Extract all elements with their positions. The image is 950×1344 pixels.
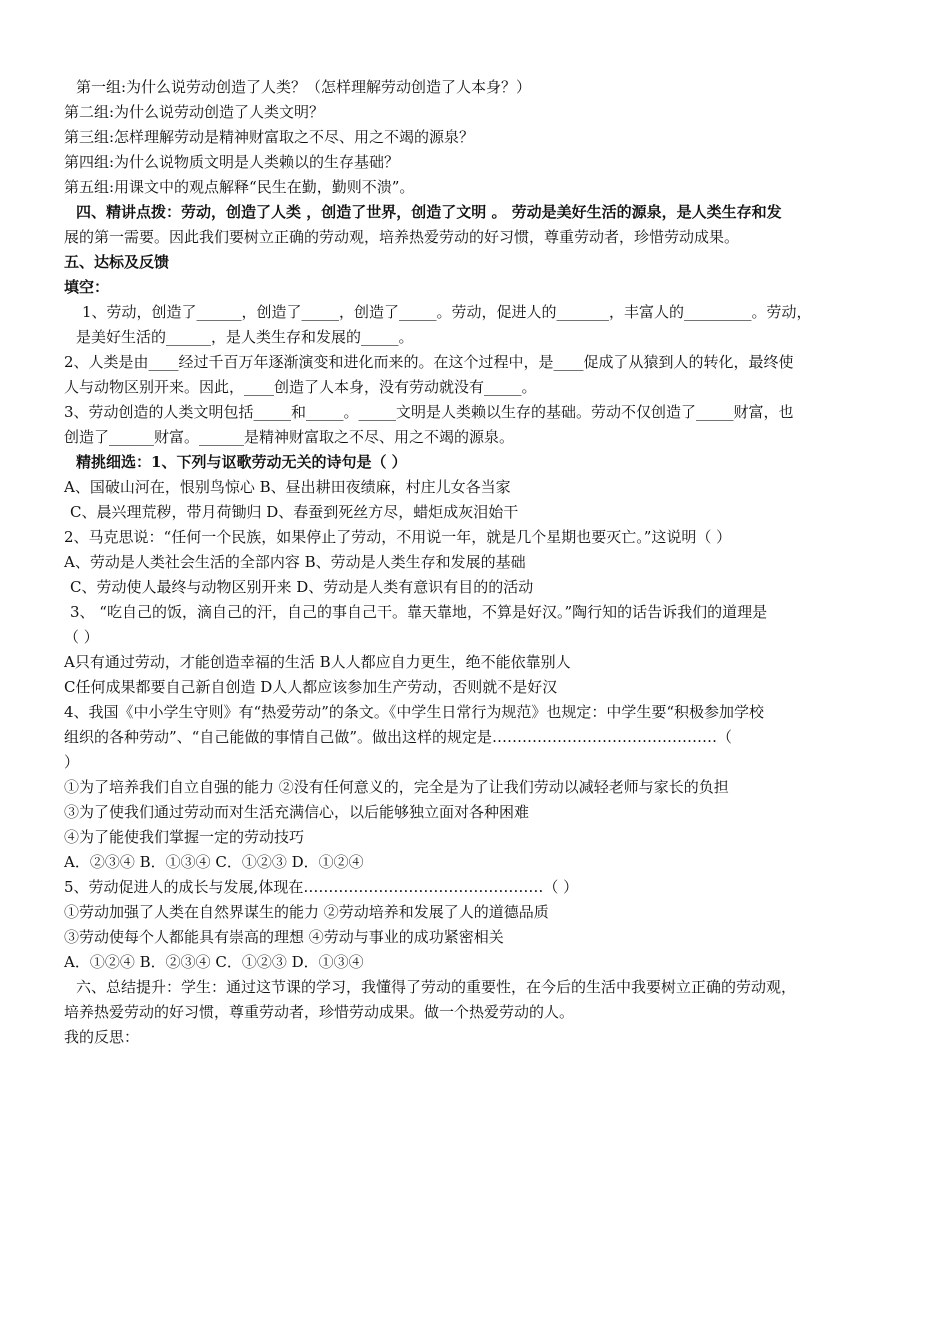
choice-q5-options: A．①②④ B．②③④ C．①②③ D．①③④ [64,953,364,971]
choice-q5: 5、劳动促进人的成长与发展,体现在…………………………………………（ ） [64,878,579,896]
fill-blank-1-line-1: 1、劳动，创造了______，创造了_____，创造了_____。劳动，促进人的_______，丰富人的_________。劳动， [82,303,812,321]
fill-blank-3-line-1: 3、劳动创造的人类文明包括_____和_____。_____文明是人类赖以生存的基础。劳动不仅创造了_____财富，也 [64,403,794,421]
choice-q2-options-cd: C、劳动使人最终与动物区别开来 D、劳动是人类有意识有目的的活动 [70,578,534,596]
choice-q2: 2、马克思说：“任何一个民族，如果停止了劳动，不用说一年，就是几个星期也要灭亡。”这说明（ ） [64,528,732,546]
choice-q4-statement-3: ③为了使我们通过劳动而对生活充满信心，以后能够独立面对各种困难 [64,803,530,821]
choice-q1-options-ab: A、国破山河在，恨别鸟惊心 B、昼出耕田夜绩麻，村庄儿女各当家 [64,478,511,496]
choice-q4-line-3: ） [64,753,80,771]
fill-blank-3-line-2: 创造了______财富。______是精神财富取之不尽、用之不竭的源泉。 [64,428,515,446]
section-5-heading: 五、达标及反馈 [64,253,170,271]
choice-q4-line-2: 组织的各种劳动”、“自己能做的事情自己做”。做出这样的规定是………………………………………（ [64,728,733,746]
choice-q3-line-2: （ ） [64,628,99,646]
reflection-label: 我的反思： [64,1028,140,1046]
choice-q4-statement-1-2: ①为了培养我们自立自强的能力 ②没有任何意义的，完全是为了让我们劳动以减轻老师与家长的负担 [64,778,729,796]
section-6-line-2: 培养热爱劳动的好习惯，尊重劳动者，珍惜劳动成果。做一个热爱劳动的人。 [64,1003,575,1021]
choice-q4-line-1: 4、我国《中小学生守则》有“热爱劳动”的条文。《中学生日常行为规范》也规定：中学生要“积极参加学校 [64,703,765,721]
group-4-question: 第四组:为什么说物质文明是人类赖以的生存基础？ [64,153,400,171]
section-6-line-1: 六、总结提升：学生：通过这节课的学习，我懂得了劳动的重要性，在今后的生活中我要树立正确的劳动观， [76,978,797,996]
group-2-question: 第二组:为什么说劳动创造了人类文明？ [64,103,325,121]
choice-q3-options-cd: C任何成果都要自己新自创造 D人人都应该参加生产劳动，否则就不是好汉 [64,678,558,696]
choice-q3-options-ab: A只有通过劳动，才能创造幸福的生活 B人人都应自力更生，绝不能依靠别人 [64,653,571,671]
fill-blank-2-line-2: 人与动物区别开来。因此，____创造了人本身，没有劳动就没有_____。 [64,378,537,396]
choice-q1: 精挑细选：1、下列与讴歌劳动无关的诗句是（ ） [76,453,407,471]
section-4-line-2: 展的第一需要。因此我们要树立正确的劳动观，培养热爱劳动的好习惯，尊重劳动者，珍惜劳动成果。 [64,228,740,246]
fill-blank-heading: 填空： [64,278,110,296]
fill-blank-2-line-1: 2、人类是由____经过千百万年逐渐演变和进化而来的。在这个过程中，是____促成了从猿到人的转化，最终使 [64,353,794,371]
choice-q4-statement-4: ④为了能使我们掌握一定的劳动技巧 [64,828,305,846]
section-4-line-1: 四、精讲点拨：劳动，创造了人类 ，创造了世界，创造了文明 。 劳动是美好生活的源泉，是人类生存和发 [76,203,782,221]
choice-q3-line-1: 3、 “吃自己的饭，滴自己的汗，自己的事自己干。靠天靠地，不算是好汉。”陶行知的话告诉我们的道理是 [70,603,768,621]
choice-q5-statement-3-4: ③劳动使每个人都能具有崇高的理想 ④劳动与事业的成功紧密相关 [64,928,504,946]
choice-q2-options-ab: A、劳动是人类社会生活的全部内容 B、劳动是人类生存和发展的基础 [64,553,526,571]
group-3-question: 第三组:怎样理解劳动是精神财富取之不尽、用之不竭的源泉？ [64,128,475,146]
choice-q5-statement-1-2: ①劳动加强了人类在自然界谋生的能力 ②劳动培养和发展了人的道德品质 [64,903,549,921]
fill-blank-1-line-2: 是美好生活的______，是人类生存和发展的_____。 [76,328,414,346]
group-5-question: 第五组:用课文中的观点解释“民生在勤，勤则不溃”。 [64,178,415,196]
choice-q1-options-cd: C、晨兴理荒秽，带月荷锄归 D、春蚕到死丝方尽，蜡炬成灰泪始干 [70,503,519,521]
group-1-question: 第一组:为什么说劳动创造了人类？（怎样理解劳动创造了人本身？） [76,78,532,96]
choice-q4-options: A．②③④ B．①③④ C．①②③ D．①②④ [64,853,364,871]
